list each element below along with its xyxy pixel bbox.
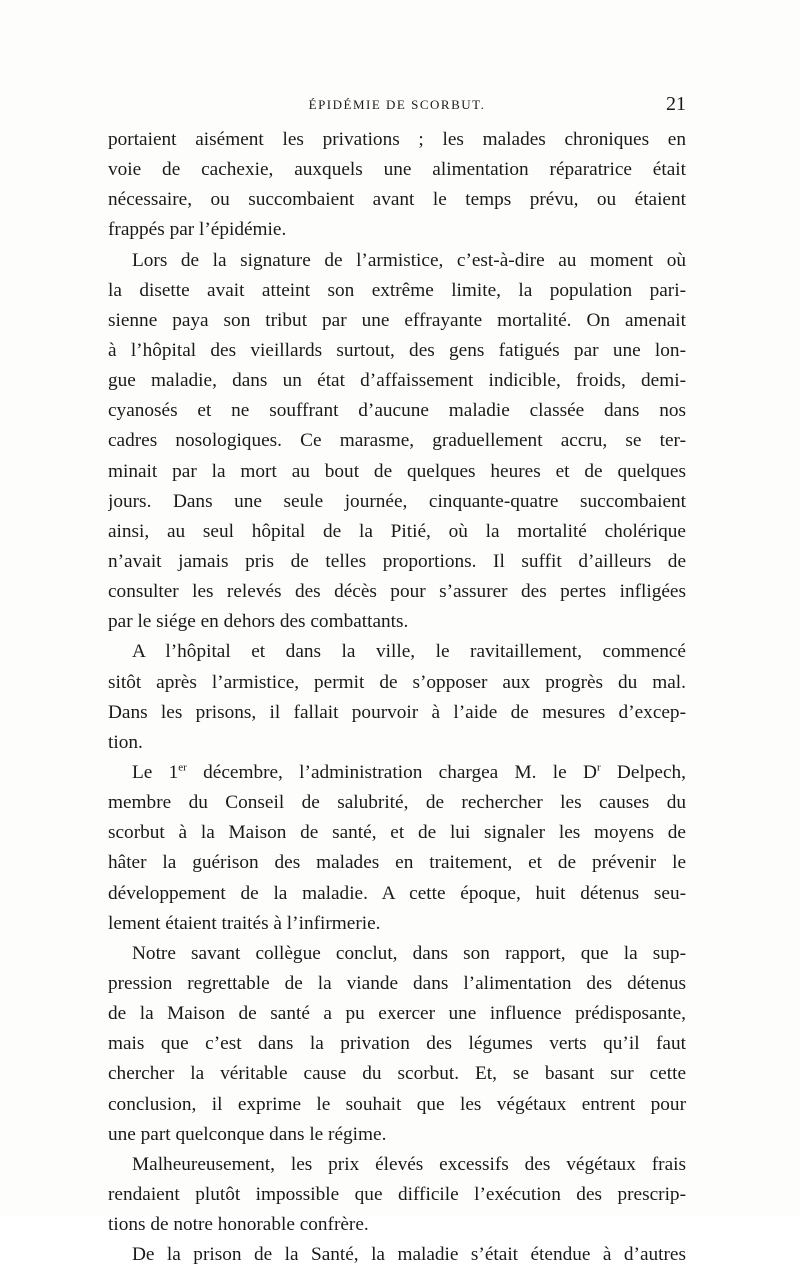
text-line: sienne paya son tribut par une effrayante mortalité. On amenait (108, 309, 686, 331)
page-number: 21 (666, 93, 686, 115)
body-text (108, 125, 686, 1270)
text-line: nécessaire, ou succombaient avant le temps prévu, ou étaient (108, 189, 686, 211)
text-line: de la Maison de santé a pu exercer une influence prédisposante, (108, 1003, 686, 1025)
text-line: Notre savant collègue conclut, dans son rapport, que la sup- (132, 942, 686, 964)
text-line: minait par la mort au bout de quelques heures et de quelques (108, 460, 686, 482)
text-line: Malheureusement, les prix élevés excessifs des végétaux frais (132, 1153, 686, 1175)
text-line: scorbut à la Maison de santé, et de lui signaler les moyens de (108, 822, 686, 844)
text-line: Le 1er décembre, l’administration chargea M. le $D^r$ Delpech, (132, 761, 686, 783)
text-line: gue maladie, dans un état d’affaissement indicible, froids, demi- (108, 370, 686, 392)
text-line: pression regrettable de la viande dans l’alimentation des détenus (108, 972, 686, 994)
text-line: tion. (108, 731, 143, 753)
text-line: De la prison de la Santé, la maladie s’était étendue à d’autres (132, 1244, 686, 1266)
text-line: une part quelconque dans le régime. (108, 1123, 387, 1145)
text-line: voie de cachexie, auxquels une alimentation réparatrice était (108, 159, 686, 181)
text-line: portaient aisément les privations ; les malades chroniques en (108, 129, 686, 150)
text-line: A l’hôpital et dans la ville, le ravitaillement, commencé (132, 641, 686, 663)
text-line: à l’hôpital des vieillards surtout, des gens fatigués par une lon- (108, 339, 686, 361)
text-line: jours. Dans une seule journée, cinquante-quatre succombaient (108, 490, 686, 512)
text-line: frappés par l’épidémie. (108, 219, 287, 241)
text-line: hâter la guérison des malades en traitement, et de prévenir le (108, 852, 686, 874)
text-line: Lors de la signature de l’armistice, c’est-à-dire au moment où (132, 249, 686, 271)
text-line: consulter les relevés des décès pour s’assurer des pertes infligées (108, 581, 686, 603)
text-line: lement étaient traités à l’infirmerie. (108, 912, 381, 934)
text-line: rendaient plutôt impossible que difficile l’exécution des prescrip- (108, 1183, 686, 1205)
text-line: développement de la maladie. A cette époque, huit détenus seu- (108, 882, 686, 904)
text-line: par le siége en dehors des combattants. (108, 611, 409, 633)
text-line: ainsi, au seul hôpital de la Pitié, où la mortalité cholérique (108, 520, 686, 542)
text-line: la disette avait atteint son extrême limite, la population pari- (108, 279, 686, 301)
text-line: sitôt après l’armistice, permit de s’opposer aux progrès du mal. (108, 671, 686, 693)
text-line: n’avait jamais pris de telles proportions. Il suffit d’ailleurs de (108, 550, 686, 572)
text-line: cyanosés et ne souffrant d’aucune maladie classée dans nos (108, 400, 686, 422)
text-line: tions de notre honorable confrère. (108, 1214, 369, 1236)
running-head (108, 93, 686, 117)
text-line: membre du Conseil de salubrité, de rechercher les causes du (108, 792, 686, 814)
running-title: ÉPIDÉMIE DE SCORBUT. (308, 97, 486, 112)
text-line: cadres nosologiques. Ce marasme, graduellement accru, se ter- (108, 430, 686, 452)
text-line: mais que c’est dans la privation des légumes verts qu’il faut (108, 1033, 686, 1055)
text-line: conclusion, il exprime le souhait que les végétaux entrent pour (108, 1093, 686, 1115)
text-line: chercher la véritable cause du scorbut. Et, se basant sur cette (108, 1063, 686, 1085)
text-line: Dans les prisons, il fallait pourvoir à l’aide de mesures d’excep- (108, 701, 686, 723)
